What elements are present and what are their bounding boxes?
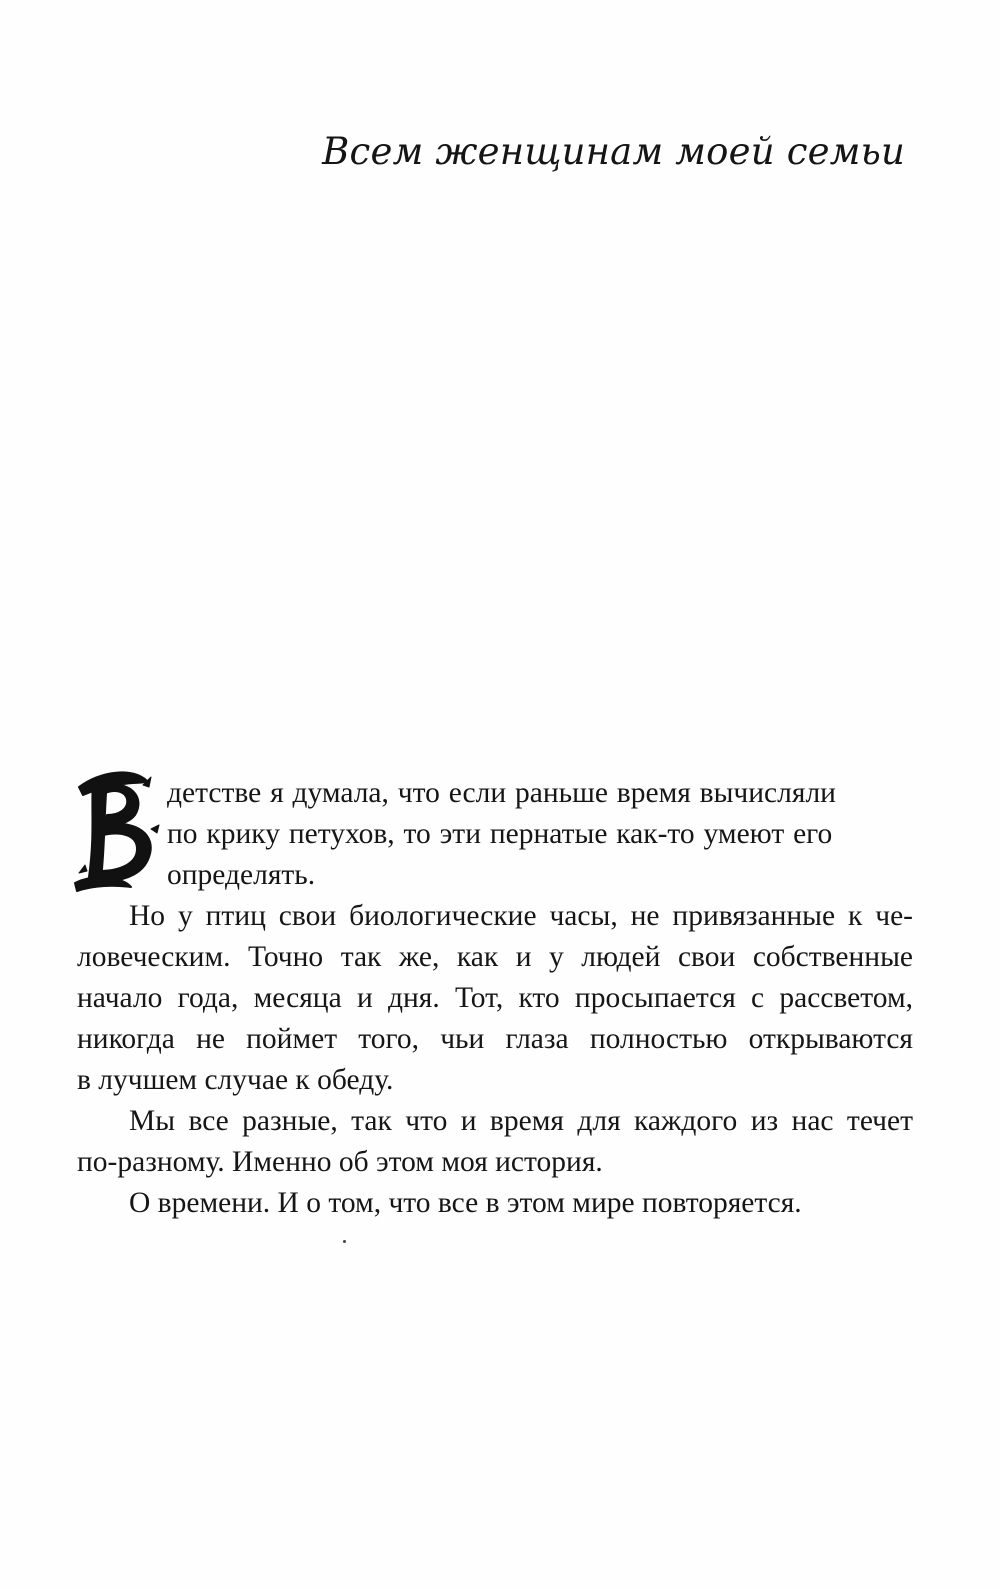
paragraph-line: в лучшем случае к обеду. xyxy=(77,1064,394,1096)
opening-text xyxy=(77,773,913,1224)
second-paragraph xyxy=(77,896,913,1101)
paragraph-line: ловеческим. Точно так же, как и у людей свои собственные xyxy=(77,941,913,973)
paragraph-line: детстве я думала, что если раньше время вычисляли xyxy=(167,777,836,809)
third-paragraph xyxy=(77,1101,913,1183)
paragraph-line: определять. xyxy=(167,859,316,891)
dedication-title: Всем женщинам моей семьи xyxy=(322,130,905,173)
first-paragraph xyxy=(77,773,913,896)
paragraph-line: Но у птиц свои биологические часы, не привязанные к че- xyxy=(129,900,913,932)
brush-letter-v-icon xyxy=(71,765,161,895)
ink-speck xyxy=(343,1240,346,1243)
paragraph-line: никогда не поймет того, чьи глаза полностью открываются xyxy=(77,1023,913,1055)
paragraph-line: Мы все разные, так что и время для каждого из нас течет xyxy=(129,1105,913,1137)
paragraph-line: О времени. И о том, что все в этом мире повторяется. xyxy=(129,1187,802,1219)
paragraph-line: начало года, месяца и дня. Тот, кто просыпается с рассветом, xyxy=(77,982,913,1014)
paragraph-line: по крику петухов, то эти пернатые как-то умеют его xyxy=(167,818,833,850)
fourth-paragraph xyxy=(77,1183,913,1224)
paragraph-line: по-разному. Именно об этом моя история. xyxy=(77,1146,603,1178)
